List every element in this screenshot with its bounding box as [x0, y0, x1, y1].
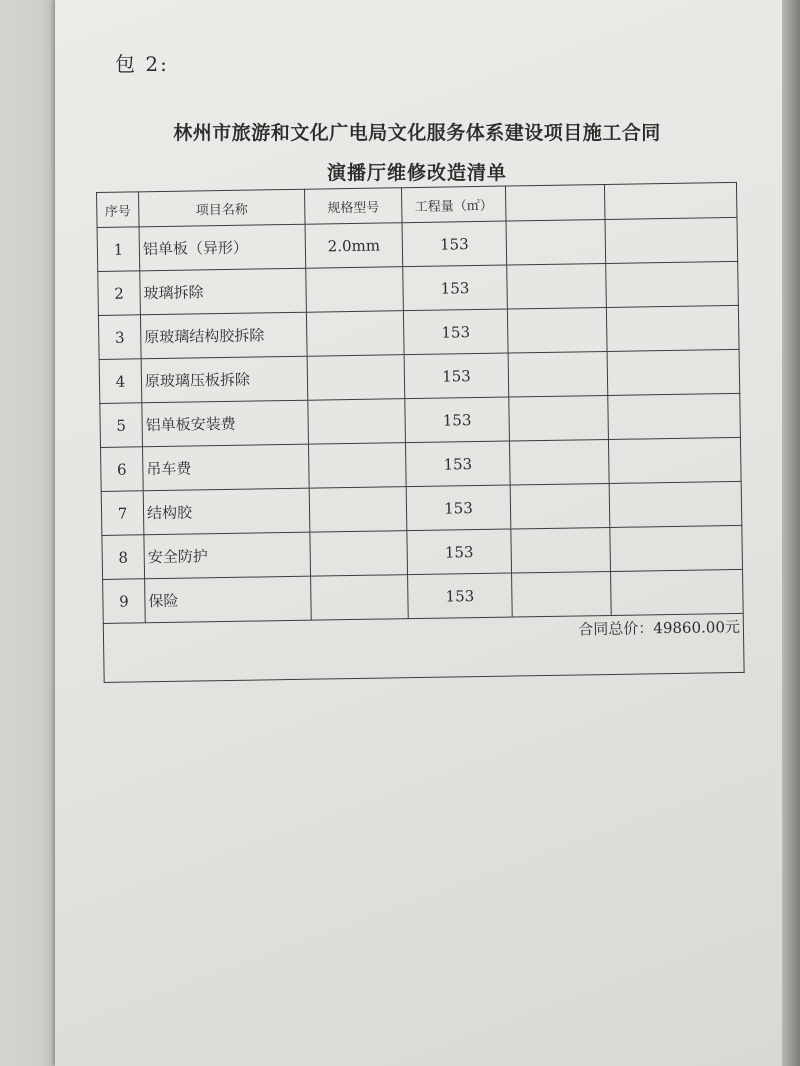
cell-no: 8: [102, 535, 145, 580]
cell-quantity: 153: [403, 309, 508, 355]
cell-empty: [611, 569, 744, 615]
cell-spec: [306, 267, 404, 313]
bill-table-wrapper: [96, 182, 764, 682]
cell-spec: [306, 311, 404, 357]
cell-empty: [507, 307, 607, 353]
header-no: 序号: [97, 192, 140, 228]
cell-name: 安全防护: [144, 532, 311, 579]
cell-no: 9: [103, 579, 146, 624]
cell-empty: [608, 393, 741, 439]
cell-empty: [608, 437, 741, 483]
cell-quantity: 153: [405, 441, 510, 487]
cell-name: 保险: [145, 576, 312, 623]
header-name: 项目名称: [139, 189, 306, 227]
cell-empty: [507, 264, 607, 310]
document-title: 林州市旅游和文化广电局文化服务体系建设项目施工合同: [173, 122, 661, 144]
cell-empty: [610, 525, 743, 571]
cell-empty: [606, 305, 739, 351]
package-label: 包 2:: [115, 52, 169, 76]
contract-total-price: 合同总价：49860.00元: [578, 617, 741, 639]
header-extra-2: [604, 182, 737, 219]
cell-quantity: 153: [405, 397, 510, 443]
cell-empty: [509, 439, 609, 485]
total-cell: [103, 613, 744, 682]
cell-spec: [310, 531, 408, 577]
cell-quantity: 153: [408, 573, 513, 619]
cell-empty: [506, 220, 606, 266]
cell-spec: [308, 443, 406, 489]
cell-name: 铝单板（异形）: [139, 224, 306, 271]
cell-empty: [509, 395, 609, 441]
cell-spec: [311, 575, 409, 621]
header-spec: 规格型号: [304, 188, 402, 225]
document-subtitle: 演播厅维修改造清单: [326, 162, 507, 184]
cell-quantity: 153: [402, 221, 507, 267]
header-extra-1: [505, 185, 605, 222]
cell-empty: [606, 261, 739, 307]
cell-empty: [508, 351, 608, 397]
cell-spec: [307, 355, 405, 401]
cell-empty: [510, 483, 610, 529]
cell-empty: [605, 217, 738, 263]
cell-quantity: 153: [406, 485, 511, 531]
cell-quantity: 153: [404, 353, 509, 399]
cell-spec: [309, 487, 407, 533]
cell-no: 5: [100, 403, 143, 448]
cell-no: 1: [97, 227, 140, 272]
total-row: [103, 613, 744, 682]
bill-of-quantities-table: [96, 182, 745, 683]
cell-name: 原玻璃压板拆除: [141, 356, 308, 403]
header-quantity: 工程量（㎡）: [401, 186, 506, 223]
cell-no: 2: [98, 271, 141, 316]
cell-spec: [308, 399, 406, 445]
cell-name: 吊车费: [143, 444, 310, 491]
cell-empty: [512, 571, 612, 617]
cell-name: 玻璃拆除: [140, 268, 307, 315]
cell-empty: [609, 481, 742, 527]
cell-name: 铝单板安装费: [142, 400, 309, 447]
cell-no: 3: [98, 315, 141, 360]
cell-no: 6: [101, 447, 144, 492]
cell-no: 4: [99, 359, 142, 404]
cell-quantity: 153: [407, 529, 512, 575]
cell-spec: 2.0mm: [305, 223, 403, 269]
cell-empty: [511, 527, 611, 573]
cell-empty: [607, 349, 740, 395]
cell-name: 原玻璃结构胶拆除: [140, 312, 307, 359]
cell-name: 结构胶: [143, 488, 310, 535]
cell-no: 7: [101, 491, 144, 536]
cell-quantity: 153: [403, 265, 508, 311]
